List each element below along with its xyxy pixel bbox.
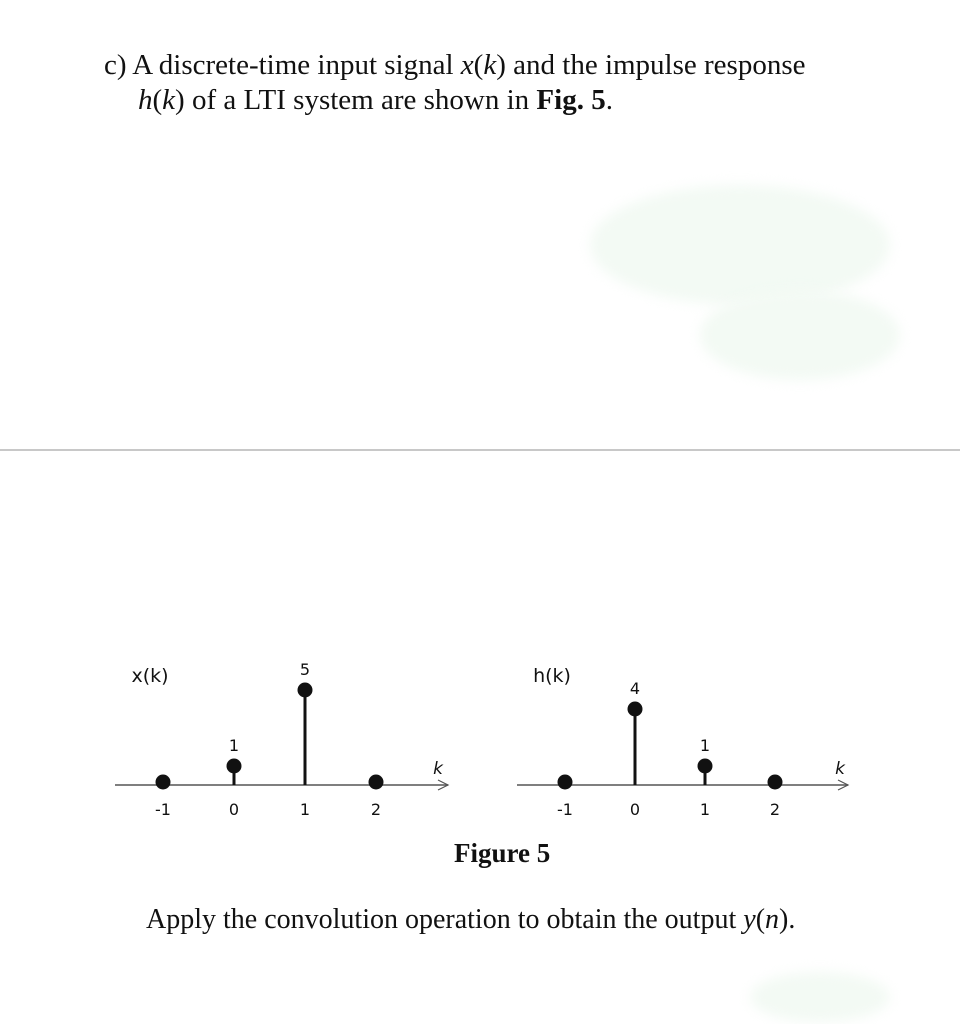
tick-label: 0 <box>629 800 641 819</box>
stem-marker <box>156 775 171 790</box>
y-symbol: y <box>743 904 756 935</box>
question-text-part: of a LTI system are shown in <box>184 84 537 116</box>
question-line-1: c) A discrete-time input signal x(k) and the impulse response <box>104 49 806 81</box>
h-plot-label: h(k) <box>533 665 571 687</box>
question-text <box>104 48 904 118</box>
stem-marker <box>369 775 384 790</box>
tick-label: 0 <box>228 800 240 819</box>
tick-label: 2 <box>370 800 382 819</box>
x-plot-label: x(k) <box>131 665 169 687</box>
question-line-2: h(k) of a LTI system are shown in Fig. 5. <box>138 84 613 116</box>
question-text-part: . <box>605 84 613 116</box>
h-stem-plot <box>517 665 848 819</box>
stem-marker <box>298 683 313 698</box>
stem-marker <box>698 759 713 774</box>
stem-marker <box>768 775 783 790</box>
task-text-part: . <box>788 904 796 935</box>
figure-caption: Figure 5 <box>454 838 551 868</box>
tick-label: -1 <box>557 800 573 819</box>
figure-reference: Fig. 5 <box>536 84 606 116</box>
axis-variable-label: k <box>835 759 845 779</box>
k-symbol: k <box>162 84 176 116</box>
page-divider <box>0 449 960 451</box>
green-smudge <box>700 290 900 380</box>
value-label: 1 <box>699 736 711 755</box>
tick-label: 1 <box>699 800 711 819</box>
stem-marker <box>628 702 643 717</box>
tick-label: 2 <box>769 800 781 819</box>
task-text: Apply the convolution operation to obtain the output y(n). <box>146 904 796 935</box>
figure-5 <box>0 560 960 840</box>
question-text-part: A discrete-time input signal <box>132 49 461 81</box>
tick-label: -1 <box>155 800 171 819</box>
question-label: c) <box>104 49 127 81</box>
k-symbol: k <box>483 49 497 81</box>
value-label: 1 <box>228 736 240 755</box>
tick-label: 1 <box>299 800 311 819</box>
n-symbol: n <box>765 904 780 935</box>
value-label: 4 <box>629 679 641 698</box>
stem-marker <box>558 775 573 790</box>
stem-marker <box>227 759 242 774</box>
task-text-part: Apply the convolution operation to obtain the output <box>146 904 744 935</box>
question-text-part: and the impulse response <box>505 49 806 81</box>
h-symbol: h <box>138 84 153 116</box>
green-smudge <box>750 972 890 1022</box>
green-smudge <box>590 185 890 305</box>
x-symbol: x <box>460 49 474 81</box>
x-stem-plot <box>115 660 448 819</box>
value-label: 5 <box>299 660 311 679</box>
axis-variable-label: k <box>433 759 443 779</box>
